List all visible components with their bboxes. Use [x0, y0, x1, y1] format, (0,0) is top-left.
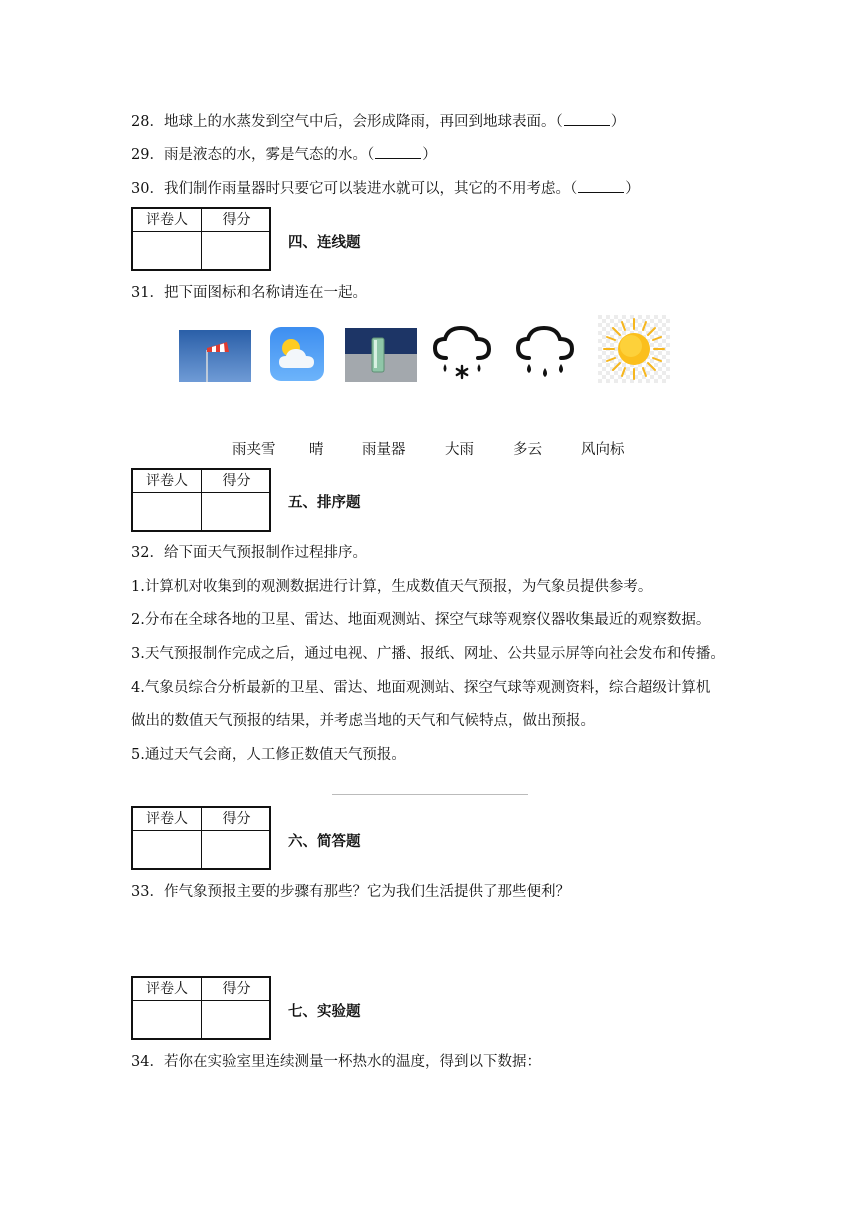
step-1: 1.计算机对收集到的观测数据进行计算，生成数值天气预报，为气象员提供参考。	[131, 579, 653, 595]
score-header: 得分	[222, 473, 251, 489]
name-windsock: 风向标	[581, 442, 625, 458]
step-2: 2.分布在全球各地的卫星、雷达、地面观测站、探空气球等观察仪器收集最近的观察数据。	[131, 612, 711, 628]
score-header: 得分	[222, 212, 251, 228]
sun-icon	[598, 318, 670, 382]
question-33: 33．作气象预报主要的步骤有那些？它为我们生活提供了那些便利？	[131, 884, 570, 900]
partly-cloudy-icon	[269, 318, 325, 382]
rain-gauge-photo-icon	[345, 318, 417, 382]
score-header: 得分	[222, 811, 251, 827]
score-box	[131, 468, 271, 532]
question-29: 29．雨是液态的水，雾是气态的水。（ ）	[131, 144, 437, 165]
question-31: 31．把下面图标和名称请连在一起。	[131, 285, 367, 301]
score-header: 得分	[222, 981, 251, 997]
name-cloudy: 多云	[513, 442, 542, 458]
question-32: 32．给下面天气预报制作过程排序。	[131, 545, 367, 561]
name-rain-gauge: 雨量器	[362, 442, 406, 458]
windsock-photo-icon	[179, 318, 251, 382]
question-28: 28．地球上的水蒸发到空气中后，会形成降雨，再回到地球表面。（ ）	[131, 111, 625, 132]
step-4-continued: 做出的数值天气预报的结果，并考虑当地的天气和气候特点，做出预报。	[131, 713, 595, 729]
answer-blank[interactable]	[375, 144, 421, 159]
section-title-6: 六、简答题	[288, 834, 361, 850]
section-title-4: 四、连线题	[288, 235, 361, 251]
name-heavy-rain: 大雨	[445, 442, 474, 458]
sleet-icon	[430, 318, 494, 382]
grader-header: 评卷人	[146, 811, 188, 827]
heavy-rain-icon	[513, 318, 577, 382]
question-34: 34．若你在实验室里连续测量一杯热水的温度，得到以下数据：	[131, 1054, 541, 1070]
score-box	[131, 207, 271, 271]
score-box	[131, 806, 271, 870]
step-5: 5.通过天气会商，人工修正数值天气预报。	[131, 747, 406, 763]
page-separator	[332, 794, 528, 795]
name-sunny: 晴	[309, 442, 324, 458]
grader-header: 评卷人	[146, 212, 188, 228]
name-sleet: 雨夹雪	[232, 442, 276, 458]
score-box	[131, 976, 271, 1040]
grader-header: 评卷人	[146, 473, 188, 489]
question-30: 30．我们制作雨量器时只要它可以装进水就可以，其它的不用考虑。（ ）	[131, 178, 640, 199]
answer-blank[interactable]	[578, 178, 624, 193]
grader-header: 评卷人	[146, 981, 188, 997]
section-title-5: 五、排序题	[288, 495, 361, 511]
step-4: 4.气象员综合分析最新的卫星、雷达、地面观测站、探空气球等观测资料，综合超级计算机	[131, 680, 711, 696]
step-3: 3.天气预报制作完成之后，通过电视、广播、报纸、网址、公共显示屏等向社会发布和传播。	[131, 646, 725, 662]
answer-blank[interactable]	[564, 111, 610, 126]
section-title-7: 七、实验题	[288, 1004, 361, 1020]
